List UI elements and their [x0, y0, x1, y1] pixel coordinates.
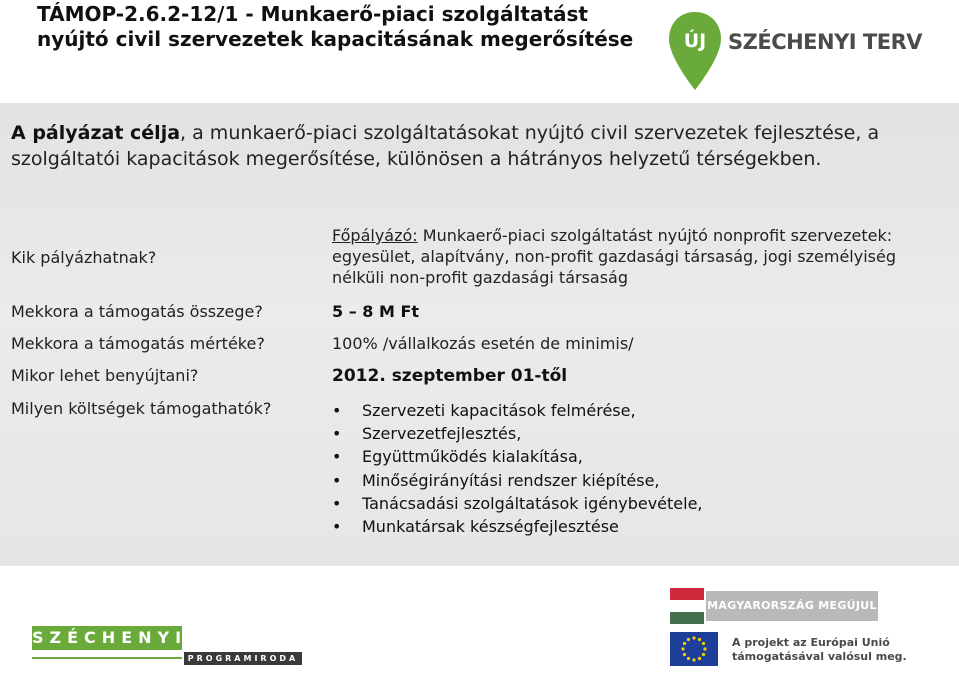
rate-value: 100% /vállalkozás esetén de minimis/ — [332, 334, 634, 353]
bullet: • — [332, 424, 342, 444]
applicant-label: Főpályázó: — [332, 226, 418, 245]
costs-list — [332, 399, 703, 538]
goal-lead: A pályázat célja — [11, 122, 181, 144]
program-logo-bottom: PROGRAMIRODA — [184, 652, 302, 665]
mm-banner: MAGYARORSZÁG MEGÚJUL — [706, 591, 878, 621]
list-item-text: Szervezetfejlesztés, — [362, 424, 522, 444]
list-item — [332, 399, 703, 422]
bullet: • — [332, 493, 342, 513]
list-item — [332, 445, 703, 468]
when-label: Mikor lehet benyújtani? — [11, 366, 199, 385]
list-item-text: Munkatársak készségfejlesztése — [362, 517, 619, 537]
amount-value: 5 – 8 M Ft — [332, 302, 420, 321]
list-item-text: Együttműködés kialakítása, — [362, 447, 583, 467]
who-label: Kik pályázhatnak? — [11, 248, 157, 267]
bullet: • — [332, 517, 342, 537]
applicant-description: Munkaerő-piaci szolgáltatást nyújtó nonprofit szervezetek: egyesület, alapítvány, non-profit gazdasági társaság, jogi személyiség nélküli non-profit gazdasági társaság — [332, 226, 896, 287]
list-item — [332, 469, 703, 492]
eu-flag-icon — [670, 632, 718, 666]
program-logo-top: SZÉCHENYI — [32, 626, 182, 650]
bullet: • — [332, 447, 342, 467]
eu-text-line1: A projekt az Európai Unió — [732, 636, 890, 649]
szechenyi-programiroda-logo — [32, 626, 304, 666]
eu-support-logo — [670, 632, 940, 672]
bullet: • — [332, 470, 342, 490]
rate-label: Mekkora a támogatás mértéke? — [11, 334, 265, 353]
footer — [0, 566, 959, 678]
goal-paragraph — [11, 120, 946, 172]
header — [0, 0, 959, 103]
eu-text-line2: támogatásával valósul meg. — [732, 650, 907, 663]
list-item — [332, 515, 703, 538]
page-title: TÁMOP-2.6.2-12/1 - Munkaerő-piaci szolgáltatást nyújtó civil szervezetek kapacitásának megerősítése — [37, 2, 634, 51]
program-logo-line — [32, 657, 182, 659]
logo-text: SZÉCHENYI TERV — [728, 30, 923, 54]
eu-text — [732, 636, 907, 664]
bullet: • — [332, 401, 342, 420]
list-item-text: Minőségirányítási rendszer kiépítése, — [362, 470, 660, 490]
hungarian-flag-icon — [670, 588, 704, 624]
szechenyi-terv-logo — [666, 10, 931, 92]
content-panel — [0, 103, 959, 566]
location-pin-icon — [666, 10, 724, 92]
when-value: 2012. szeptember 01-től — [332, 366, 568, 386]
amount-label: Mekkora a támogatás összege? — [11, 302, 263, 321]
list-item — [332, 422, 703, 445]
magyarorszag-megujul-logo — [670, 588, 880, 624]
logo-mark: ÚJ — [683, 30, 707, 52]
costs-label: Milyen költségek támogathatók? — [11, 399, 272, 418]
applicant-text — [332, 225, 947, 288]
goal-text: , a munkaerő-piaci szolgáltatásokat nyújtó civil szervezetek fejlesztése, a szolgáltatói kapacitások megerősítése, különösen a hátrányos helyzetű térségekben. — [11, 122, 880, 170]
list-item-text: Tanácsadási szolgáltatások igénybevétele, — [362, 493, 703, 513]
list-item-text: Szervezeti kapacitások felmérése, — [362, 401, 636, 420]
list-item — [332, 492, 703, 515]
